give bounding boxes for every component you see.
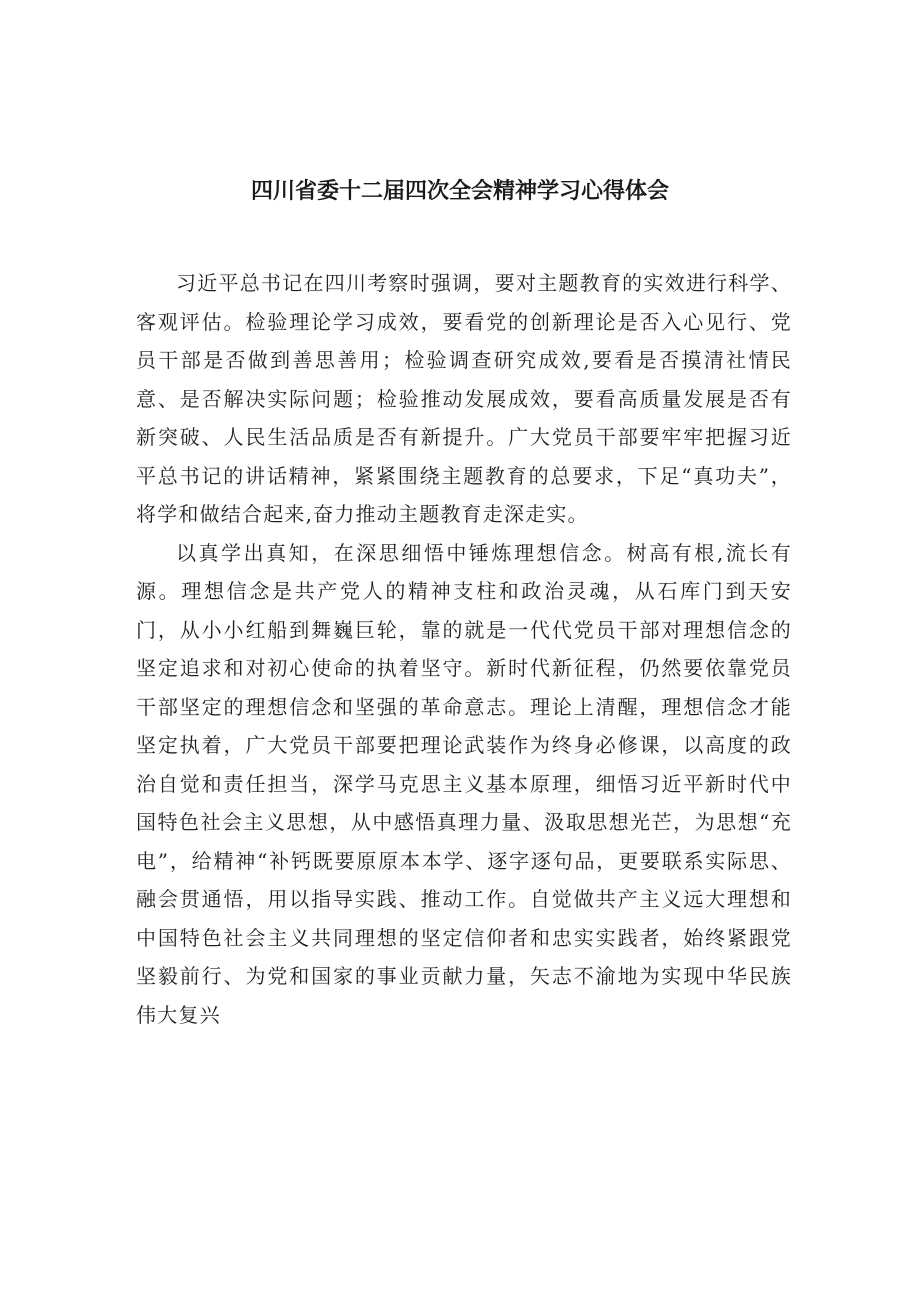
paragraph-1: 习近平总书记在四川考察时强调，要对主题教育的实效进行科学、客观评估。检验理论学习成效，要看党的创新理论是否入心见行、党员干部是否做到善思善用；检验调查研究成效,要看是否摸清社情民意、是否解决实际问题；检验推动发展成效，要看高质量发展是否有新突破、人民生活品质是否有新提升。广大党员干部要牢牢把握习近平总书记的讲话精神，紧紧围绕主题教育的总要求，下足“真功夫”，将学和做结合起来,奋力推动主题教育走深走实。	[136, 271, 792, 526]
paragraph-2: 以真学出真知，在深思细悟中锤炼理想信念。树高有根,流长有源。理想信念是共产党人的精神支柱和政治灵魂，从石库门到天安门，从小小红船到舞巍巨轮，靠的就是一代代党员干部对理想信念的坚定追求和对初心使命的执着坚守。新时代新征程，仍然要依靠党员干部坚定的理想信念和坚强的革命意志。理论上清醒，理想信念才能坚定执着，广大党员干部要把理论武装作为终身必修课，以高度的政治自觉和责任担当，深学马克思主义基本原理，细悟习近平新时代中国特色社会主义思想，从中感悟真理力量、汲取思想光芒，为思想“充电”，给精神“补钙既要原原本本学、逐字逐句品，更要联系实际思、融会贯通悟，用以指导实践、推动工作。自觉做共产主义远大理想和中国特色社会主义共同理想的坚定信仰者和忠实实践者，始终紧跟党坚毅前行、为党和国家的事业贡献力量，矢志不渝地为实现中华民族伟大复兴	[136, 540, 792, 1027]
document-title: 四川省委十二届四次全会精神学习心得体会	[250, 179, 669, 204]
document-body	[136, 264, 792, 1034]
